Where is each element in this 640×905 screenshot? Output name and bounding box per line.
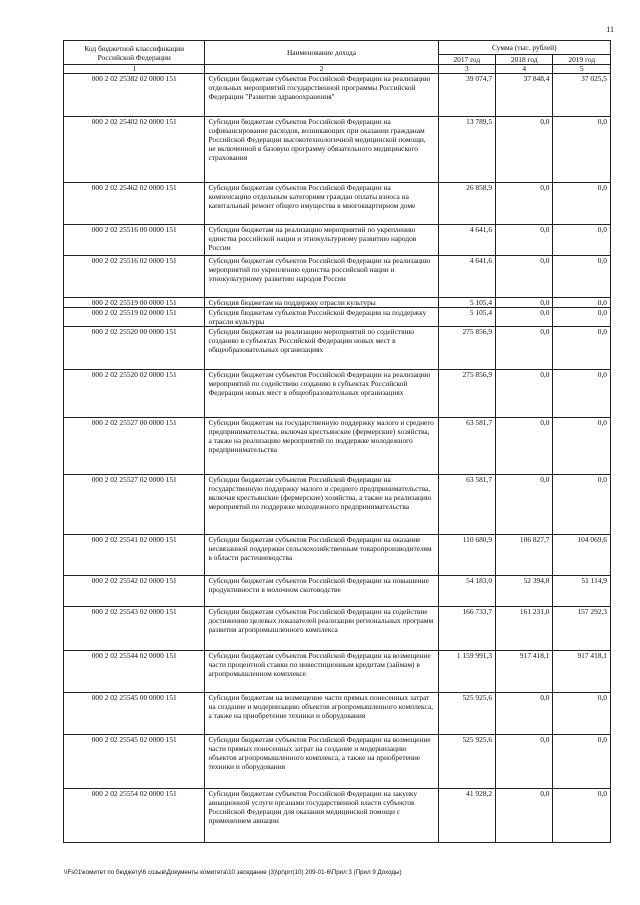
row-code: 000 2 02 25527 02 0000 151 — [64, 475, 205, 535]
table-row — [64, 327, 611, 370]
row-value-2017: 525 925,6 — [438, 693, 495, 735]
row-name: Субсидии бюджетам субъектов Российской Федерации на реализацию отдельных мероприятий государственной программы Российской Федерации "Развитие здравоохранения" — [205, 74, 438, 117]
row-value-2019: 104 069,6 — [553, 535, 611, 576]
row-name: Субсидии бюджетам субъектов Российской Федерации на возмещение части прямых понесенных затрат на создание и модернизацию объектов агропромышленного комплекса, а также на приобретение техники и оборудования — [205, 735, 438, 789]
row-code: 000 2 02 25554 02 0000 151 — [64, 789, 205, 843]
row-value-2019: 0,0 — [553, 327, 611, 370]
row-value-2018: 917 418,1 — [496, 651, 553, 693]
row-value-2017: 39 074,7 — [438, 74, 495, 117]
table-body — [64, 74, 611, 843]
row-value-2018: 52 394,8 — [496, 576, 553, 607]
col-index-5: 5 — [553, 65, 611, 74]
row-value-2018: 0,0 — [496, 418, 553, 475]
row-name: Субсидия бюджетам субъектов Российской Федерации на поддержку отрасли культуры — [205, 308, 438, 327]
row-value-2018: 0,0 — [496, 298, 553, 308]
row-value-2019: 0,0 — [553, 370, 611, 418]
row-value-2019: 0,0 — [553, 418, 611, 475]
row-value-2017: 4 641,6 — [438, 225, 495, 256]
row-value-2019: 0,0 — [553, 308, 611, 327]
row-code: 000 2 02 25516 00 0000 151 — [64, 225, 205, 256]
row-value-2019: 51 114,9 — [553, 576, 611, 607]
row-value-2018: 106 827,7 — [496, 535, 553, 576]
header-code: Код бюджетной классификации Российской Федерации — [64, 41, 205, 65]
row-code: 000 2 02 25541 02 0000 151 — [64, 535, 205, 576]
row-name: Субсидии бюджетам на реализацию мероприятий по укреплению единства российской нации и этнокультурному развитию народов России — [205, 225, 438, 256]
table-row — [64, 225, 611, 256]
row-value-2019: 37 025,5 — [553, 74, 611, 117]
table-row — [64, 693, 611, 735]
row-name: Субсидия бюджетам на поддержку отрасли культуры — [205, 298, 438, 308]
row-code: 000 2 02 25520 00 0000 151 — [64, 327, 205, 370]
row-value-2018: 0,0 — [496, 225, 553, 256]
row-value-2018: 0,0 — [496, 117, 553, 183]
col-index-4: 4 — [496, 65, 553, 74]
row-value-2018: 0,0 — [496, 370, 553, 418]
col-index-1: 1 — [64, 65, 205, 74]
row-value-2017: 63 581,7 — [438, 418, 495, 475]
row-name: Субсидии бюджетам субъектов Российской Федерации на реализацию мероприятий по укреплению единства российской нации и этнокультурному развитию народов России — [205, 256, 438, 298]
row-value-2017: 54 183,0 — [438, 576, 495, 607]
col-index-2: 2 — [205, 65, 438, 74]
row-value-2017: 275 856,9 — [438, 370, 495, 418]
page-number: 11 — [606, 25, 614, 34]
row-code: 000 2 02 25542 02 0000 151 — [64, 576, 205, 607]
row-name: Субсидии бюджетам субъектов Российской Федерации на государственную поддержку малого и среднего предпринимательства, включая крестьянские (фермерские) хозяйства, а также на реализацию мероприятий по поддержке молодежного предпринимательства — [205, 475, 438, 535]
row-value-2018: 0,0 — [496, 308, 553, 327]
row-code: 000 2 02 25543 02 0000 151 — [64, 607, 205, 651]
row-code: 000 2 02 25545 02 0000 151 — [64, 735, 205, 789]
row-value-2019: 0,0 — [553, 693, 611, 735]
row-code: 000 2 02 25382 02 0000 151 — [64, 74, 205, 117]
row-code: 000 2 02 25402 02 0000 151 — [64, 117, 205, 183]
row-value-2018: 161 231,0 — [496, 607, 553, 651]
row-value-2017: 5 105,4 — [438, 308, 495, 327]
header-name: Наименование дохода — [205, 41, 438, 65]
row-name: Субсидии бюджетам субъектов Российской Федерации на содействие достижению целевых показателей реализации региональных программ развития агропромышленного комплекса — [205, 607, 438, 651]
table-row — [64, 607, 611, 651]
footer-file-path: \\Fs01\комитет по бюджету\6 созыв\Документы комитета\10 заседание (3)\pr\prr(10) 209-01-6\Прил 3 (Прил 9 Доходы) — [64, 869, 402, 876]
row-code: 000 2 02 25545 00 0000 151 — [64, 693, 205, 735]
header-year-2018: 2018 год — [496, 55, 553, 65]
row-value-2018: 0,0 — [496, 475, 553, 535]
row-value-2018: 0,0 — [496, 256, 553, 298]
row-code: 000 2 02 25519 02 0000 151 — [64, 308, 205, 327]
row-value-2019: 0,0 — [553, 225, 611, 256]
row-code: 000 2 02 25516 02 0000 151 — [64, 256, 205, 298]
row-code: 000 2 02 25520 02 0000 151 — [64, 370, 205, 418]
table-row — [64, 789, 611, 843]
row-value-2018: 37 848,4 — [496, 74, 553, 117]
table-row — [64, 370, 611, 418]
row-name: Субсидии бюджетам субъектов Российской Федерации на повышение продуктивности в молочном скотоводстве — [205, 576, 438, 607]
row-value-2017: 26 858,9 — [438, 183, 495, 225]
table-row — [64, 74, 611, 117]
table-row — [64, 735, 611, 789]
col-index-3: 3 — [438, 65, 495, 74]
header-year-2017: 2017 год — [438, 55, 495, 65]
row-value-2017: 275 856,9 — [438, 327, 495, 370]
row-value-2019: 0,0 — [553, 735, 611, 789]
table-row — [64, 117, 611, 183]
row-name: Субсидии бюджетам субъектов Российской Федерации на компенсацию отдельным категориям граждан оплаты взноса на капитальный ремонт общего имущества в многоквартирном доме — [205, 183, 438, 225]
table-row — [64, 308, 611, 327]
row-name: Субсидии бюджетам на возмещение части прямых понесенных затрат на создание и модернизацию объектов агропромышленного комплекса, а также на приобретение техники и оборудования — [205, 693, 438, 735]
header-sum: Сумма (тыс. рублей) — [438, 41, 610, 55]
row-name: Субсидии бюджетам субъектов Российской Федерации на софинансирование расходов, возникающих при оказании гражданам Российской Федерации высокотехнологичной медицинской помощи, не включенной в базовую программу обязательного медицинского страхования — [205, 117, 438, 183]
row-value-2018: 0,0 — [496, 693, 553, 735]
row-value-2017: 5 105,4 — [438, 298, 495, 308]
row-value-2017: 525 925,6 — [438, 735, 495, 789]
row-value-2018: 0,0 — [496, 789, 553, 843]
row-value-2019: 0,0 — [553, 789, 611, 843]
row-code: 000 2 02 25527 00 0000 151 — [64, 418, 205, 475]
row-value-2018: 0,0 — [496, 183, 553, 225]
row-code: 000 2 02 25519 00 0000 151 — [64, 298, 205, 308]
row-value-2019: 0,0 — [553, 183, 611, 225]
table-row — [64, 535, 611, 576]
row-value-2018: 0,0 — [496, 327, 553, 370]
row-name: Субсидии бюджетам субъектов Российской Федерации на закупку авиационной услуги органами государственной власти субъектов Российской Федерации для оказания медицинской помощи с применением авиации — [205, 789, 438, 843]
table-row — [64, 475, 611, 535]
row-value-2019: 157 292,3 — [553, 607, 611, 651]
row-value-2017: 1 159 991,3 — [438, 651, 495, 693]
table-row — [64, 256, 611, 298]
row-value-2019: 0,0 — [553, 256, 611, 298]
row-value-2017: 63 581,7 — [438, 475, 495, 535]
row-name: Субсидии бюджетам субъектов Российской Федерации на оказание несвязанной поддержки сельскохозяйственным товаропроизводителям в области растениеводства — [205, 535, 438, 576]
row-name: Субсидии бюджетам на реализацию мероприятий по содействию созданию в субъектах Российской Федерации новых мест в общеобразовательных организациях — [205, 327, 438, 370]
row-value-2018: 0,0 — [496, 735, 553, 789]
row-value-2017: 4 641,6 — [438, 256, 495, 298]
row-value-2019: 0,0 — [553, 475, 611, 535]
row-name: Субсидии бюджетам субъектов Российской Федерации на возмещение части процентной ставки по инвестиционным кредитам (займам) в агропромышленном комплексе — [205, 651, 438, 693]
row-code: 000 2 02 25462 02 0000 151 — [64, 183, 205, 225]
row-code: 000 2 02 25544 02 0000 151 — [64, 651, 205, 693]
row-value-2017: 41 928,2 — [438, 789, 495, 843]
row-name: Субсидии бюджетам на государственную поддержку малого и среднего предпринимательства, включая крестьянские (фермерские) хозяйства, а также на реализацию мероприятий по поддержке молодежного предпринимательства — [205, 418, 438, 475]
table-row — [64, 418, 611, 475]
row-value-2017: 110 680,9 — [438, 535, 495, 576]
table-row — [64, 298, 611, 308]
table-row — [64, 576, 611, 607]
row-value-2019: 0,0 — [553, 298, 611, 308]
revenue-table — [63, 40, 611, 843]
row-value-2019: 0,0 — [553, 117, 611, 183]
row-value-2017: 13 789,5 — [438, 117, 495, 183]
row-name: Субсидии бюджетам субъектов Российской Федерации на реализацию мероприятий по содействию созданию в субъектах Российской Федерации новых мест в общеобразовательных организациях — [205, 370, 438, 418]
table-row — [64, 183, 611, 225]
table-row — [64, 651, 611, 693]
row-value-2017: 166 733,7 — [438, 607, 495, 651]
row-value-2019: 917 418,1 — [553, 651, 611, 693]
header-year-2019: 2019 год — [553, 55, 611, 65]
